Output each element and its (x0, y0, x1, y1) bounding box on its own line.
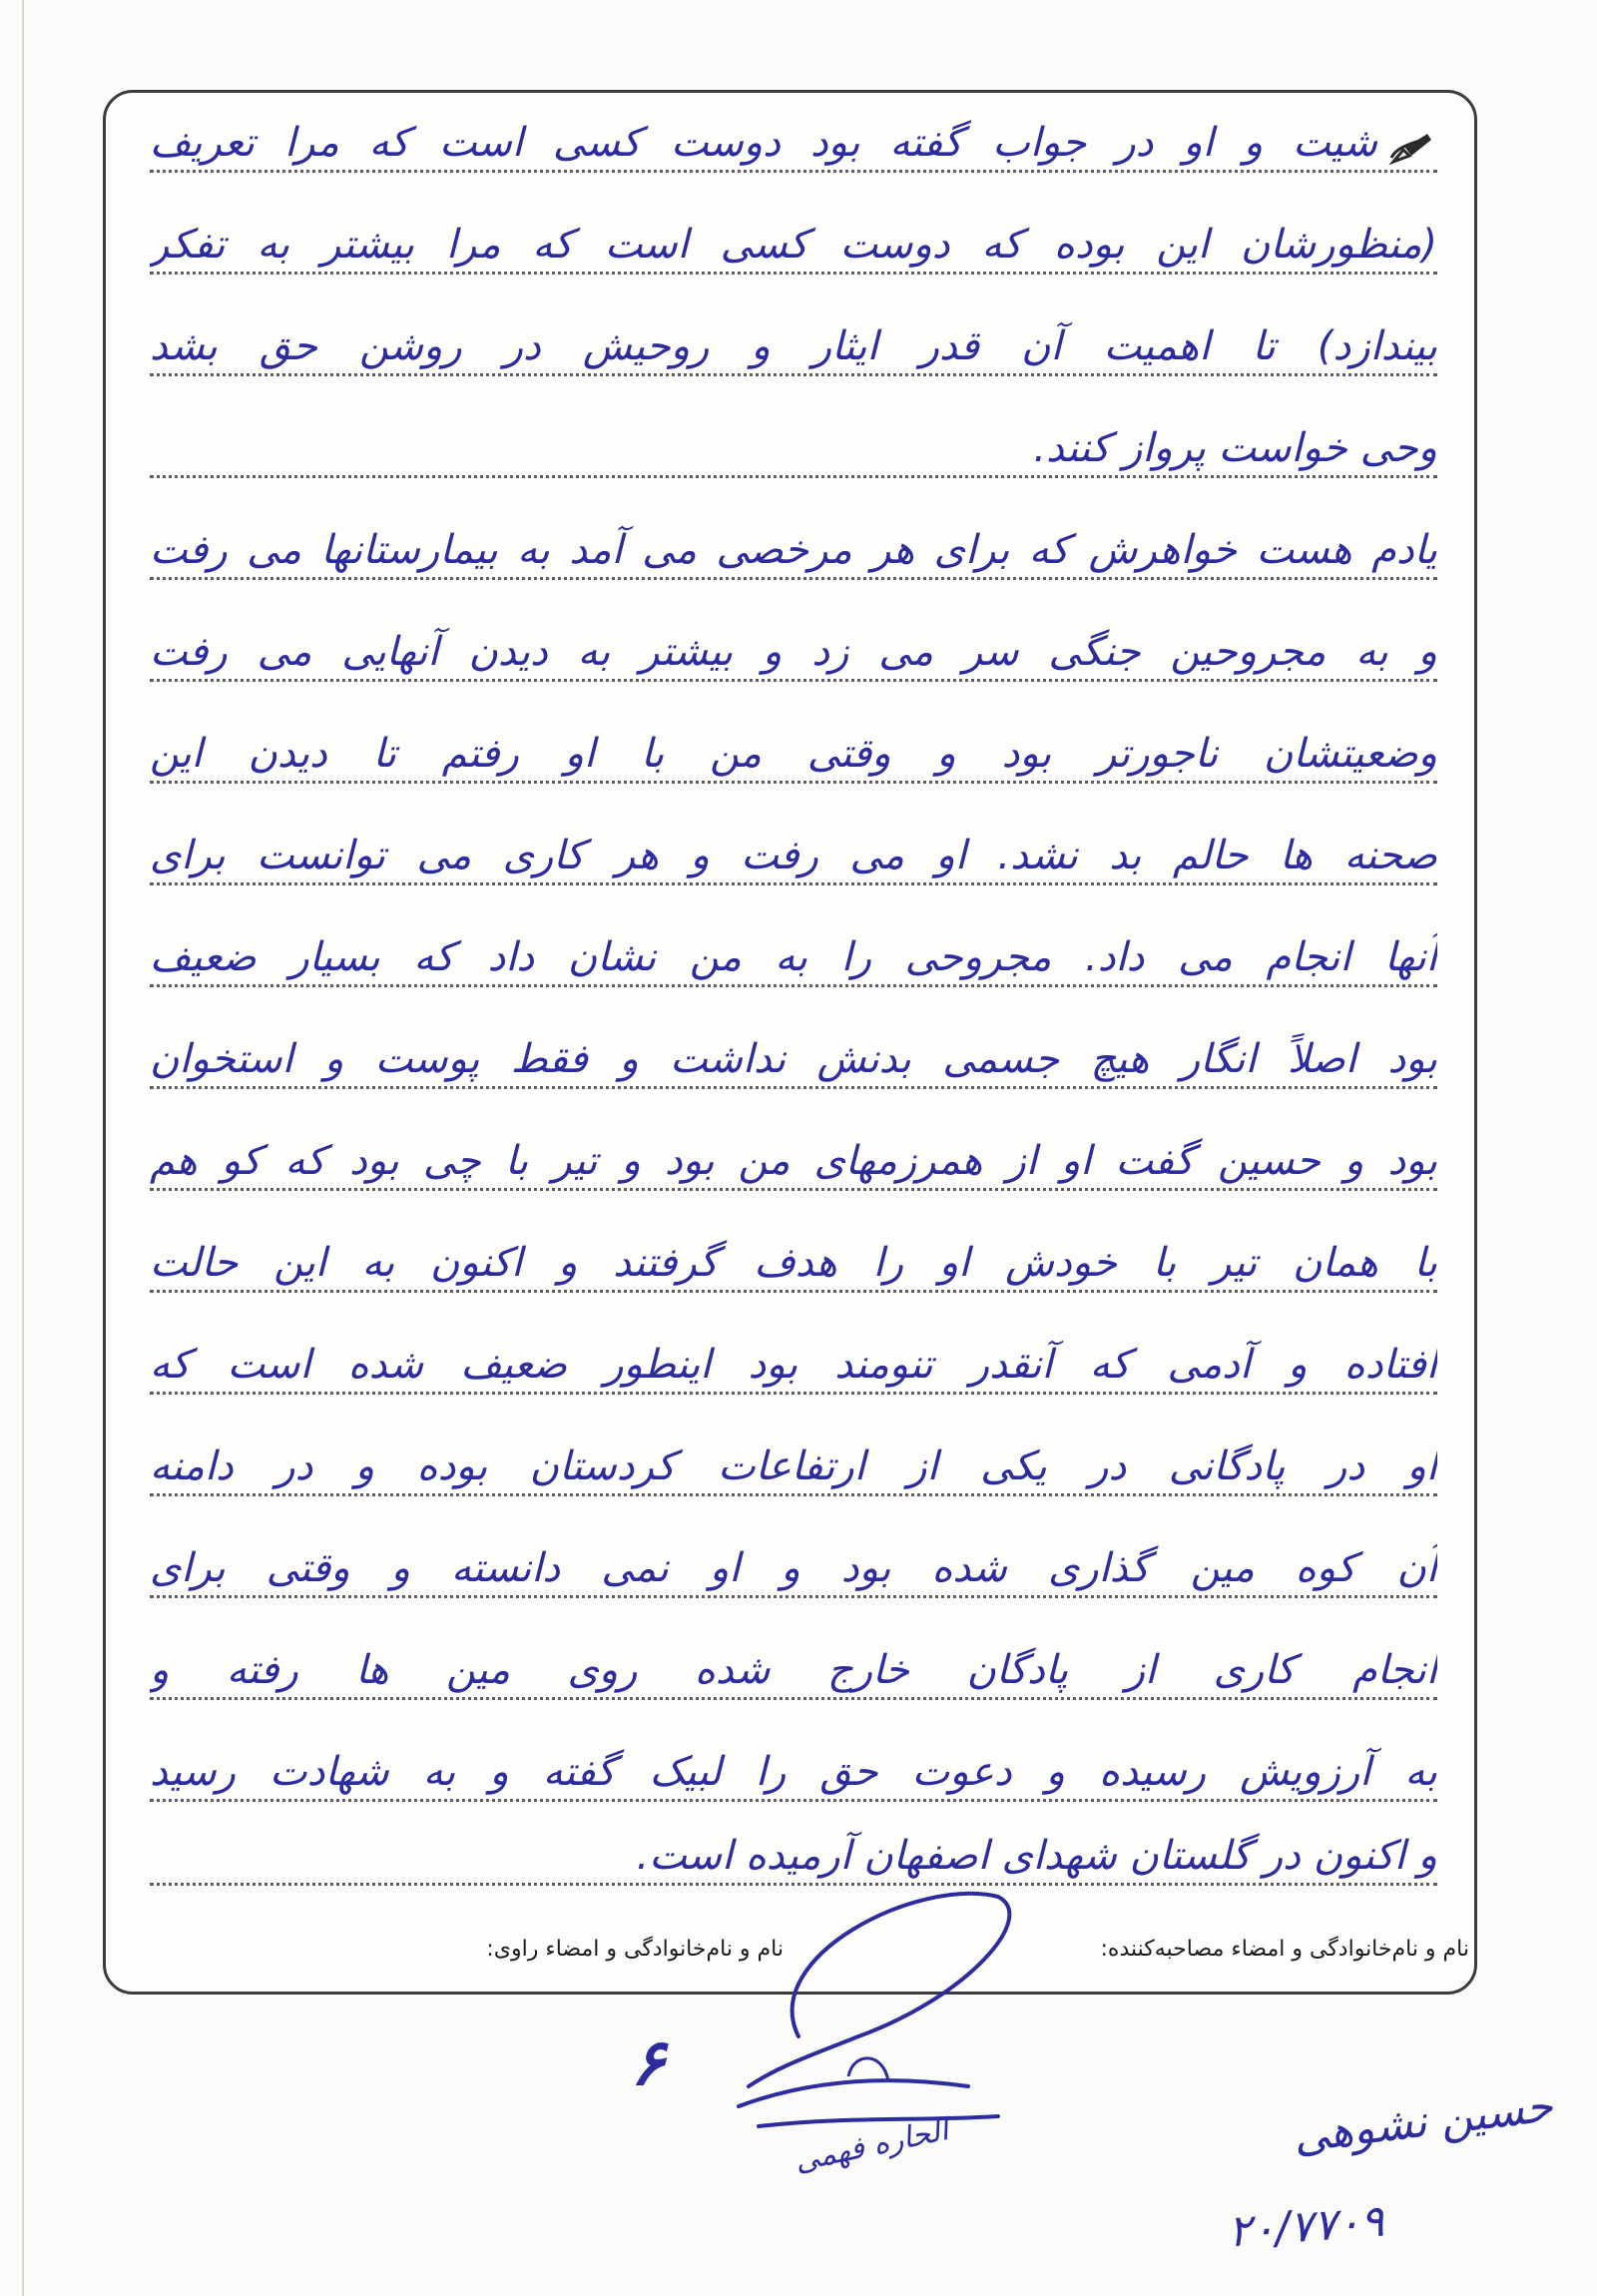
interviewer-signature-label: نام و نام‌خانوادگی و امضاء مصاحبه‌کننده: (1100, 1937, 1469, 1962)
page-binding-edge (22, 0, 24, 2296)
text-line-7: وضعیتشان ناجورتر بود و وقتی من با او رفتم تا دیدن این (150, 731, 1437, 777)
text-line-1: شیت و او در جواب گفته بود دوست کسی است که مرا تعریف (150, 120, 1377, 166)
interviewer-signature (699, 1877, 1038, 2156)
narrator-signature-label: نام و نام‌خانوادگی و امضاء راوی: (486, 1937, 784, 1962)
text-line-3: بیندازد) تا اهمیت آن قدر ایثار و روحیش در روشن حق بشد (150, 323, 1437, 369)
text-line-17: به آرزویش رسیده و دعوت حق را لبیک گفته و به شهادت رسید (150, 1749, 1437, 1795)
text-line-9: آنها انجام می داد. مجروحی را به من نشان داد که بسیار ضعیف (150, 934, 1437, 980)
narrator-signature-name: حسین نشوهی (1290, 2080, 1556, 2163)
text-line-4: وحی خواست پرواز کنند. (1033, 425, 1437, 471)
narrator-id-number: ۲۰/۷۷۰۹ (1226, 2195, 1386, 2258)
text-line-14: او در پادگانی در یکی از ارتفاعات کردستان بوده و در دامنه (150, 1443, 1437, 1489)
text-line-18: و اکنون در گلستان شهدای اصفهان آرمیده است. (636, 1833, 1437, 1879)
interviewer-signature-name: الحاره فهمی (792, 2112, 952, 2179)
text-line-15: آن کوه مین گذاری شده بود و او نمی دانسته و وقتی برای (150, 1545, 1437, 1591)
text-line-16: انجام کاری از پادگان خارج شده روی مین ها رفته و (150, 1647, 1437, 1693)
text-line-10: بود اصلاً انگار هیچ جسمی بدنش نداشت و فقط پوست و استخوان (150, 1036, 1437, 1082)
text-line-8: صحنه ها حالم بد نشد. او می رفت و هر کاری می توانست برای (150, 833, 1437, 878)
text-line-5: یادم هست خواهرش که برای هر مرخصی می آمد به بیمارستانها می رفت (150, 527, 1437, 573)
text-line-2: (منظورشان این بوده که دوست کسی است که مرا بیشتر به تفکر (150, 222, 1437, 268)
page-number: ۶ (631, 2026, 666, 2100)
text-line-11: بود و حسین گفت او از همرزمهای من بود و تیر با چی بود که کو هم (150, 1138, 1437, 1184)
text-line-12: با همان تیر با خودش او را هدف گرفتند و اکنون به این حالت (150, 1240, 1437, 1286)
text-line-6: و به مجروحین جنگی سر می زد و بیشتر به دیدن آنهایی می رفت (150, 629, 1437, 675)
text-line-13: افتاده و آدمی که آنقدر تنومند بود اینطور ضعیف شده است که (150, 1342, 1437, 1388)
